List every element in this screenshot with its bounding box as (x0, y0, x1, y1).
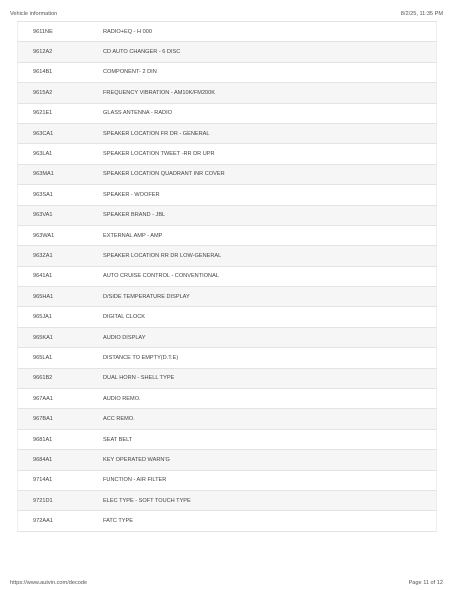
option-description: DUAL HORN - SHELL TYPE (103, 375, 175, 382)
option-description: AUDIO DISPLAY (103, 334, 146, 341)
option-code: 965HA1 (33, 293, 54, 300)
table-row (17, 42, 437, 62)
option-description: AUTO CRUISE CONTROL - CONVENTIONAL (103, 273, 219, 280)
table-row (17, 267, 437, 287)
table-row (17, 511, 437, 531)
option-code: 9641A1 (33, 273, 53, 280)
table-row (17, 206, 437, 226)
option-code: 965JA1 (33, 314, 52, 321)
page-footer (10, 580, 443, 586)
table-row (17, 348, 437, 368)
option-description: DISTANCE TO EMPTY(D.T.E) (103, 354, 179, 361)
table-row (17, 389, 437, 409)
option-description: SPEAKER LOCATION RR DR LOW-GENERAL (103, 252, 222, 259)
option-description: ACC REMO. (103, 416, 135, 423)
table-row (17, 307, 437, 327)
header-title: Vehicle information (10, 11, 58, 17)
table-row (17, 491, 437, 511)
option-description: KEY OPERATED WARN'G (103, 456, 170, 463)
footer-url: https://www.autvin.com/decode (10, 580, 88, 586)
option-code: 9611NE (33, 28, 53, 35)
option-description: RADIO+EQ - H 000 (103, 28, 152, 35)
table-row (17, 471, 437, 491)
option-code: 9684A1 (33, 456, 53, 463)
table-row (17, 226, 437, 246)
option-description: FREQUENCY VIBRATION - AM10K/FM200K (103, 89, 216, 96)
table-row (17, 430, 437, 450)
table-row (17, 63, 437, 83)
option-code: 963ZA1 (33, 252, 53, 259)
table-row (17, 328, 437, 348)
table-row (17, 124, 437, 144)
option-code: 967BA1 (33, 416, 53, 423)
option-code: 963MA1 (33, 171, 54, 178)
option-description: GLASS ANTENNA - RADIO (103, 110, 173, 117)
table-row (17, 165, 437, 185)
table-row (17, 246, 437, 266)
option-code: 963WA1 (33, 232, 55, 239)
option-code: 9614B1 (33, 69, 53, 76)
option-description: DIGITAL CLOCK (103, 314, 145, 321)
option-description: SPEAKER BRAND - JBL (103, 212, 166, 219)
table-row (17, 83, 437, 103)
option-code: 963LA1 (33, 151, 53, 158)
option-description: CD AUTO CHANGER - 6 DISC (103, 49, 181, 56)
table-row (17, 185, 437, 205)
option-code: 967AA1 (33, 395, 53, 402)
table-row (17, 22, 437, 42)
option-code: 963VA1 (33, 212, 53, 219)
table-row (17, 369, 437, 389)
table-row (17, 409, 437, 429)
table-row (17, 144, 437, 164)
table-row (17, 104, 437, 124)
option-description: FATC TYPE (103, 518, 133, 525)
header-datetime: 8/2/25, 11:35 PM (400, 11, 443, 17)
table-row (17, 450, 437, 470)
option-code: 965LA1 (33, 354, 53, 361)
option-description: FUNCTION - AIR FILTER (103, 477, 167, 484)
option-code: 9615A2 (33, 89, 53, 96)
option-code: 963CA1 (33, 130, 54, 137)
option-description: SEAT BELT (103, 436, 133, 443)
option-description: EXTERNAL AMP - AMP (103, 232, 163, 239)
option-code: 9721D1 (33, 497, 53, 504)
option-description: SPEAKER LOCATION TWEET -RR DR UPR (103, 151, 215, 158)
option-description: COMPONENT- 2 DIN (103, 69, 157, 76)
option-code: 963SA1 (33, 191, 53, 198)
option-code: 9661B2 (33, 375, 53, 382)
option-code: 9714A1 (33, 477, 53, 484)
option-description: ELEC TYPE - SOFT TOUCH TYPE (103, 497, 191, 504)
option-description: SPEAKER LOCATION FR DR - GENERAL (103, 130, 210, 137)
footer-page-number: Page 11 of 12 (408, 580, 443, 586)
option-code: 972AA1 (33, 518, 53, 525)
option-code: 9681A1 (33, 436, 53, 443)
option-description: SPEAKER LOCATION QUADRANT INR COVER (103, 171, 225, 178)
options-table (17, 21, 437, 532)
option-code: 965KA1 (33, 334, 53, 341)
table-row (17, 287, 437, 307)
option-description: AUDIO REMO. (103, 395, 141, 402)
option-code: 9621E1 (33, 110, 53, 117)
page-header (10, 11, 443, 17)
option-code: 9612A2 (33, 49, 53, 56)
option-description: D/SIDE TEMPERATURE DISPLAY (103, 293, 190, 300)
option-description: SPEAKER - WOOFER (103, 191, 160, 198)
